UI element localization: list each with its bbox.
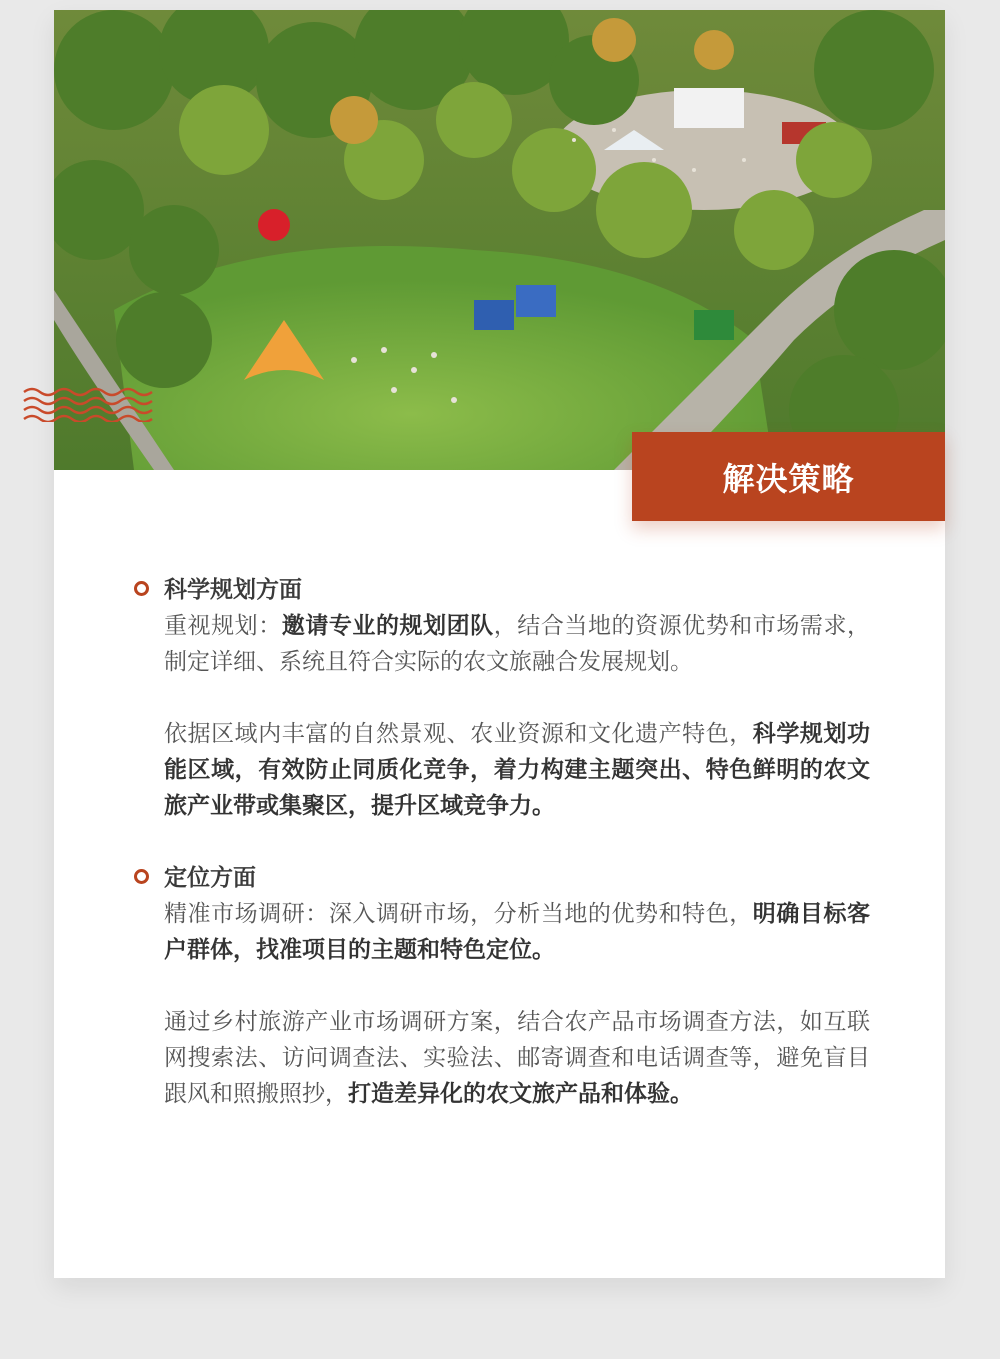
emphasis-text: 明确目标客户群体，找准项目的主题和特色定位。: [164, 901, 871, 963]
hero-photo: [54, 10, 945, 470]
bullet-circle-icon: [134, 581, 149, 596]
section-planning: [164, 572, 870, 824]
section-heading: 科学规划方面: [164, 577, 302, 603]
emphasis-text: 打造差异化的农文旅产品和体验。: [348, 1081, 693, 1107]
body-text: 通过乡村旅游产业市场调研方案，结合农产品市场调查方法，如互联网搜索法、访问调查法、实验法、邮寄调查和电话调查等，避免盲目跟风和照搬照抄，: [164, 1009, 870, 1107]
paragraph: [164, 716, 870, 824]
emphasis-text: 邀请专业的规划团队: [281, 613, 494, 639]
hero-illustration: [54, 10, 945, 470]
body-text: 重视规划：: [164, 613, 282, 639]
paragraph: [164, 608, 870, 680]
page-title: 解决策略: [722, 459, 855, 498]
body-text: ，结合当地的资源优势和市场需求，制定详细、系统且符合实际的农文旅融合发展规划。: [164, 613, 871, 675]
section-positioning: [164, 860, 870, 1112]
bullet-circle-icon: [134, 869, 149, 884]
section-heading: 定位方面: [164, 865, 256, 891]
paragraph: [164, 896, 870, 968]
content-body: [164, 572, 870, 1112]
wave-decoration-icon: [22, 386, 154, 422]
emphasis-text: 科学规划功能区域，有效防止同质化竞争，着力构建主题突出、特色鲜明的农文旅产业带或集聚区，提升区域竞争力。: [164, 721, 871, 819]
body-text: 精准市场调研：深入调研市场，分析当地的优势和特色，: [164, 901, 753, 927]
section-title-box: [632, 432, 945, 521]
body-text: 依据区域内丰富的自然景观、农业资源和文化遗产特色，: [164, 721, 753, 747]
paragraph: [164, 1004, 870, 1112]
